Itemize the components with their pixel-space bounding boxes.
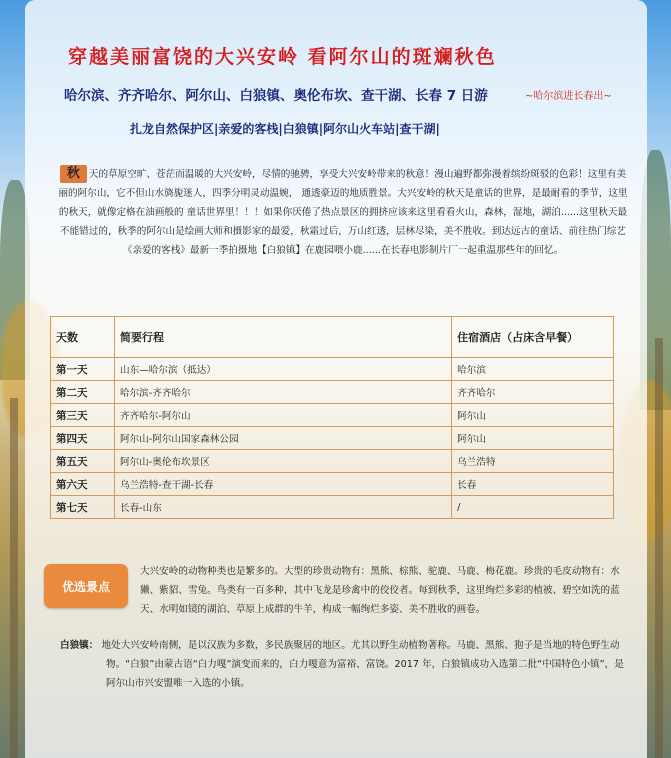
header-route: 简要行程 <box>115 317 452 358</box>
header-day: 天数 <box>51 317 115 358</box>
day-cell: 第三天 <box>51 404 115 427</box>
route-cell: 长春-山东 <box>115 496 452 519</box>
page-title: 穿越美丽富饶的大兴安岭 看阿尔山的斑斓秋色 <box>68 46 497 68</box>
route-subtitle: 哈尔滨、齐齐哈尔、阿尔山、白狼镇、奥伦布坎、查干湖、长春 7 日游 <box>64 88 488 104</box>
day-cell: 第二天 <box>51 381 115 404</box>
route-cell: 齐齐哈尔-阿尔山 <box>115 404 452 427</box>
day-cell: 第七天 <box>51 496 115 519</box>
day-cell: 第一天 <box>51 358 115 381</box>
route-tagline: ~哈尔滨进长春出~ <box>525 91 612 102</box>
day-cell: 第四天 <box>51 427 115 450</box>
hotel-cell: 齐齐哈尔 <box>452 381 614 404</box>
route-cell: 山东—哈尔滨（抵达） <box>115 358 452 381</box>
table-row <box>51 473 614 496</box>
route-cell: 乌兰浩特-查干湖-长春 <box>115 473 452 496</box>
table-header-row <box>51 317 614 358</box>
header-hotel: 住宿酒店（占床含早餐） <box>452 317 614 358</box>
table-row <box>51 496 614 519</box>
bailang-section <box>60 636 632 693</box>
table-row <box>51 381 614 404</box>
autumn-badge: 秋 <box>60 165 87 183</box>
table-row <box>51 358 614 381</box>
spots-description: 大兴安岭的动物种类也是繁多的。大型的珍贵动物有：黑熊、棕熊、驼鹿、马鹿、梅花鹿。珍贵的毛皮动物有：水獭、紫貂、雪兔。鸟类有一百多种，其中飞龙是珍禽中的佼佼者。每到秋季，这里绚烂多彩的植被、碧空如洗的蓝天、水明如镜的湖泊、草原上成群的牛羊，构成一幅绚烂多姿、美不胜收的画卷。 <box>140 566 620 615</box>
bailang-label: 白狼镇： <box>60 640 99 651</box>
table-row <box>51 427 614 450</box>
route-cell: 阿尔山-阿尔山国家森林公园 <box>115 427 452 450</box>
table-row <box>51 404 614 427</box>
itinerary-table <box>50 316 614 519</box>
route-cell: 哈尔滨-齐齐哈尔 <box>115 381 452 404</box>
hotel-cell: 乌兰浩特 <box>452 450 614 473</box>
highlights-line: 扎龙自然保护区|亲爱的客栈|白狼镇|阿尔山火车站|查干湖| <box>130 122 440 136</box>
hotel-cell: 阿尔山 <box>452 404 614 427</box>
day-cell: 第六天 <box>51 473 115 496</box>
intro-text: 天的草原空旷、苍茫而温暖的大兴安岭，尽情的驰骋，享受大兴安岭带来的秋意！漫山遍野都弥漫着缤纷斑驳的色彩！这里有美丽的阿尔山，它不但山水旖旎迷人，四季分明灵动温婉， 通透豪迈的地质胜景。大兴安岭的秋天是童话的世界，是最耐看的季节，这里的秋天，就像定格在油画般的 童话世界里！！！如果你厌倦了热点景区的拥挤应该来这里看看火山，森林，湿地，湖泊......这里秋天最不能错过的，秋季的阿尔山是绘画大师和摄影家的最爱，秋霜过后，万山红透，层林尽染，美不胜收。到达远古的童话、前往热门综艺《亲爱的客栈》最新一季拍摄地【白狼镇】在鹿园喂小鹿......在长春电影制片厂一起重温那些年的回忆。 <box>58 169 628 256</box>
hotel-cell: 长春 <box>452 473 614 496</box>
intro-paragraph <box>58 165 628 260</box>
table-row <box>51 450 614 473</box>
route-cell: 阿尔山-奥伦布坎景区 <box>115 450 452 473</box>
featured-spots-button[interactable]: 优选景点 <box>44 564 128 608</box>
day-cell: 第五天 <box>51 450 115 473</box>
hotel-cell: 阿尔山 <box>452 427 614 450</box>
bailang-text: 地处大兴安岭南侧，是以汉族为多数，多民族聚居的地区。尤其以野生动植物著称。马鹿、黑熊、狍子是当地的特色野生动物。“白狼”由蒙古语“白力嘎”演变而来的，白力嘎意为富裕、富饶。2017 年，白狼镇成功入选第二批“中国特色小镇”，是阿尔山市兴安盟唯一入选的小镇。 <box>101 640 624 689</box>
hotel-cell: 哈尔滨 <box>452 358 614 381</box>
hotel-cell: / <box>452 496 614 519</box>
